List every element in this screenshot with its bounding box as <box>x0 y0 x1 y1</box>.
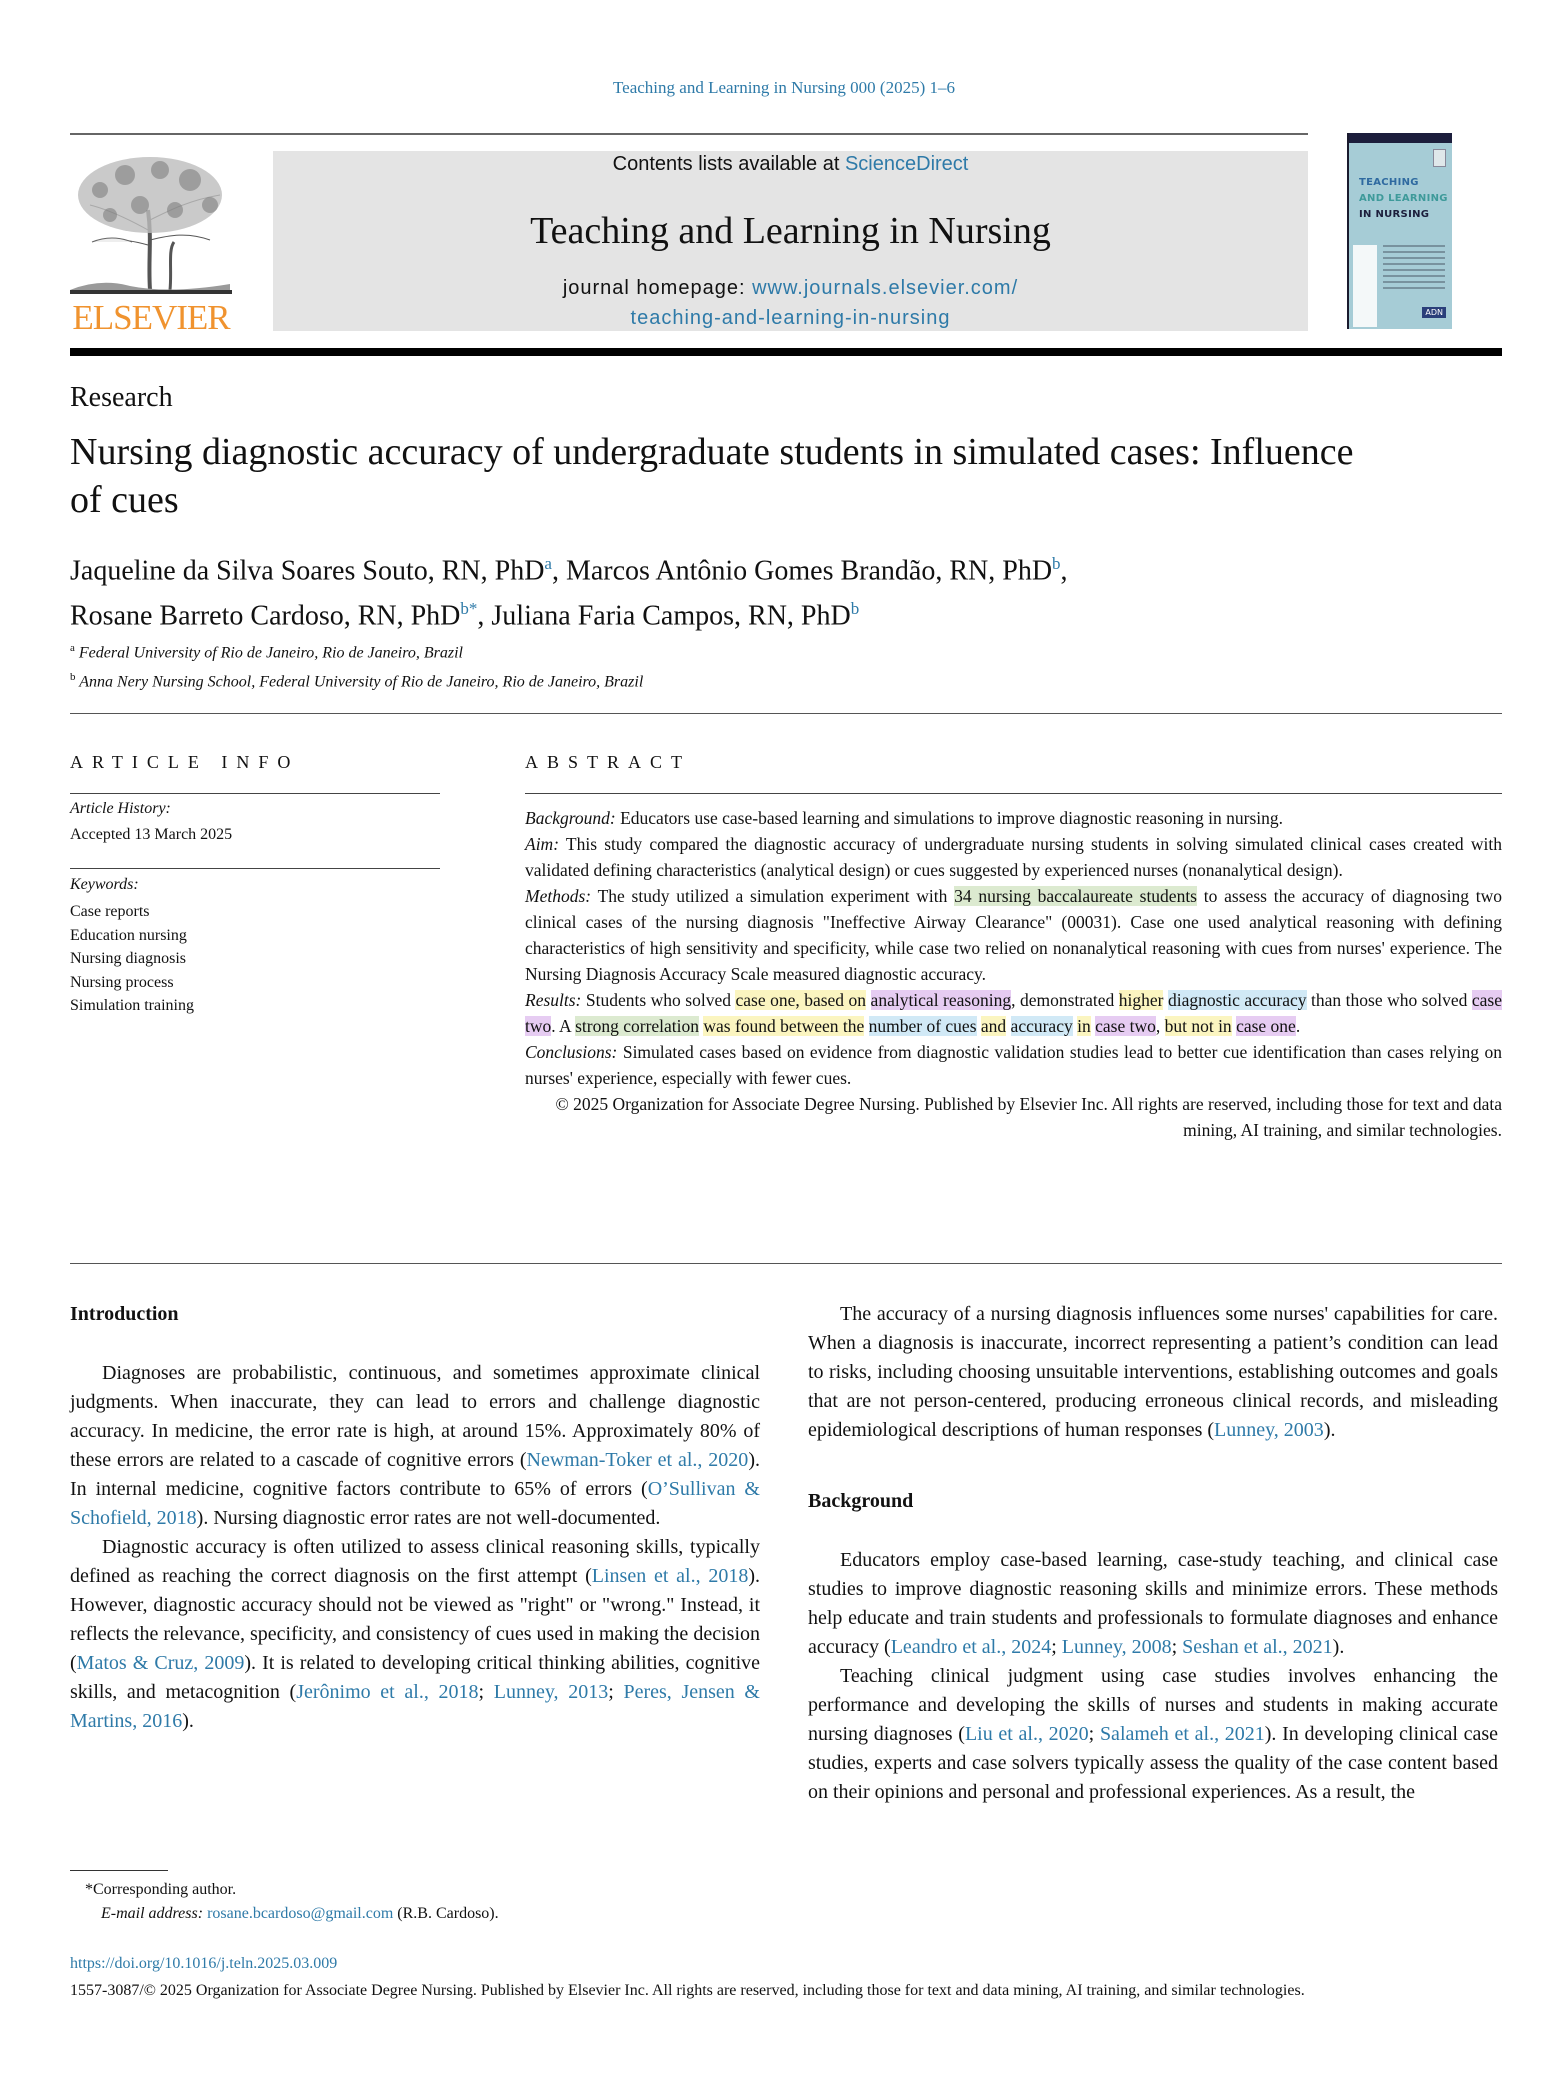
abstract-copyright: © 2025 Organization for Associate Degree Nursing. Published by Elsevier Inc. All rights are reserved, including those for text and data mining, AI training, and similar technologies. <box>555 1094 1502 1140</box>
body-text: Educators employ case-based learning, case-study teaching, and clinical case studies to improve diagnostic reasoning skills and minimize errors. These methods help educate and train students and professionals to formulate diagnoses and enhance accuracy ( <box>808 1549 1498 1658</box>
author-separator: , <box>477 600 492 632</box>
abstract-text: . A <box>551 1016 576 1036</box>
sciencedirect-link[interactable]: ScienceDirect <box>844 153 969 175</box>
body-text: ). In internal medicine, cognitive factors contribute to 65% of errors ( <box>70 1449 760 1500</box>
author-affiliation-marker[interactable]: b <box>850 599 860 619</box>
author-name: Jaqueline da Silva Soares Souto, RN, PhD <box>70 555 545 587</box>
abstract-text <box>864 1016 868 1036</box>
body-text: Teaching clinical judgment using case studies involves enhancing the performance and developing the skills of nurses and students in making accurate nursing diagnoses ( <box>808 1665 1498 1745</box>
aim-label: Aim: <box>525 834 560 854</box>
affiliation-marker: a <box>70 642 75 654</box>
contents-prefix: Contents lists available at <box>612 153 845 175</box>
issn-copyright-line: 1557-3087/© 2025 Organization for Associate Degree Nursing. Published by Elsevier Inc. All rights are reserved, including those for text and data mining, AI training, and similar technologies. <box>70 1982 1305 1999</box>
body-text: ). It is related to developing critical thinking abilities, cognitive skills, and metacognition ( <box>70 1652 760 1703</box>
highlight-green: 34 nursing baccalaureate students <box>954 886 1197 906</box>
homepage-prefix: journal homepage: <box>562 277 753 299</box>
abstract-text: , demonstrated <box>1011 990 1119 1010</box>
author-separator: , <box>1060 555 1068 587</box>
body-text: ). Nursing diagnostic error rates are not well-documented. <box>196 1507 661 1529</box>
body-paragraph <box>808 1662 1498 1807</box>
footnote <box>85 1878 499 1926</box>
affiliation <box>70 665 643 694</box>
highlight-purple: case two <box>1095 1016 1156 1036</box>
citation-link[interactable]: Leandro et al., 2024 <box>890 1636 1052 1658</box>
keyword: Nursing diagnosis <box>70 950 186 967</box>
journal-title: Teaching and Learning in Nursing <box>530 210 1051 252</box>
body-text: ). However, diagnostic accuracy should not be viewed as "right" or "wrong." Instead, it reflects the relevance, specificity, and consistency of cues used in making the decision ( <box>70 1565 760 1674</box>
keyword-list <box>70 900 194 1018</box>
body-paragraph <box>70 1533 760 1736</box>
author-affiliation-marker[interactable]: b <box>1052 554 1061 573</box>
affiliation <box>70 636 643 665</box>
body-text: ). In developing clinical case studies, experts and case solvers typically assess the quality of the case content based on their opinions and personal and professional experiences. As a result, the <box>808 1723 1499 1803</box>
citation-link[interactable]: Salameh et al., 2021 <box>1099 1723 1265 1745</box>
citation-link[interactable]: O’Sullivan & Schofield, 2018 <box>70 1478 760 1529</box>
background-label: Background: <box>525 808 616 828</box>
journal-banner <box>273 151 1308 331</box>
abstract-background <box>525 805 1502 831</box>
highlight-yellow: case one, based on <box>735 990 867 1010</box>
article-info-rule <box>70 793 440 794</box>
article-title: Nursing diagnostic accuracy of undergraduate students in simulated cases: Influence of cues <box>70 431 1354 521</box>
body-text: The accuracy of a nursing diagnosis influences some nurses' capabilities for care. When a diagnosis is inaccurate, incorrect representing a patient’s condition can lead to risks, including choosing unsuitable interventions, establishing outcomes and goals that are not person-centered, producing erroneous clinical records, and misleading epidemiological descriptions of human responses ( <box>808 1303 1498 1441</box>
body-paragraph <box>808 1300 1498 1445</box>
footnote-rule <box>70 1870 168 1871</box>
abstract-text: Students who solved <box>581 990 736 1010</box>
section-heading: Introduction <box>70 1303 179 1325</box>
conclusions-text: Simulated cases based on evidence from diagnostic validation studies lead to better cue identification than cases relying on nurses' experience, especially with fewer cues. <box>525 1042 1502 1088</box>
abstract-text: to assess the accuracy of diagnosing two clinical cases of the nursing diagnosis "Ineffective Airway Clearance" (00031). Case one used analytical reasoning with defining characteristics of high sensitivity and specificity, while case two relied on nonanalytical reasoning with cues from nurses' experience. The Nursing Diagnosis Accuracy Scale measured diagnostic accuracy. <box>525 886 1502 984</box>
highlight-purple: case two <box>525 990 1503 1036</box>
keywords-rule <box>70 868 440 869</box>
masthead-thick-rule <box>70 348 1502 356</box>
title-divider <box>70 713 1502 714</box>
abstract-rule <box>525 793 1502 794</box>
abstract-aim <box>525 831 1502 883</box>
author-affiliation-marker[interactable]: b* <box>460 599 478 619</box>
highlight-purple: analytical reasoning <box>870 990 1012 1010</box>
highlight-green: strong correlation <box>575 1016 700 1036</box>
author-affiliation-marker[interactable]: a <box>544 554 552 573</box>
body-paragraph <box>808 1546 1498 1662</box>
highlight-yellow: but not in <box>1164 1016 1232 1036</box>
highlight-blue: diagnostic accuracy <box>1167 990 1307 1010</box>
email-suffix: (R.B. Cardoso). <box>393 1905 499 1922</box>
email-link[interactable]: rosane.bcardoso@gmail.com <box>207 1905 394 1922</box>
keyword: Case reports <box>70 903 150 920</box>
citation-link[interactable]: Lunney, 2008 <box>1061 1636 1172 1658</box>
highlight-blue: number of cues <box>868 1016 977 1036</box>
affiliation-marker: b <box>70 671 76 684</box>
article-info-heading: ARTICLE INFO <box>70 752 300 772</box>
cover-top-band <box>1349 133 1452 143</box>
keyword: Simulation training <box>70 997 194 1014</box>
citation-link[interactable]: Matos & Cruz, 2009 <box>76 1652 245 1674</box>
cover-title-line3: IN NURSING <box>1359 209 1430 220</box>
abstract-text: The study utilized a simulation experiment with <box>591 886 955 906</box>
elsevier-wordmark: ELSEVIER <box>72 298 230 337</box>
article-section-type: Research <box>70 382 173 413</box>
methods-label: Methods: <box>525 886 592 906</box>
body-text: ; <box>1088 1723 1100 1745</box>
journal-homepage <box>273 273 1308 333</box>
highlight-yellow: in <box>1077 1016 1091 1036</box>
affiliation-text: Federal University of Rio de Janeiro, Rio de Janeiro, Brazil <box>74 644 463 662</box>
keywords-label: Keywords: <box>70 876 139 893</box>
highlight-yellow: was found between the <box>703 1016 865 1036</box>
abstract-results <box>525 987 1502 1039</box>
citation-link[interactable]: Seshan et al., 2021 <box>1182 1636 1333 1658</box>
citation-link[interactable]: Peres, Jensen & Martins, 2016 <box>70 1681 760 1732</box>
cover-white-box <box>1353 245 1377 327</box>
abstract-text: than those who solved <box>1306 990 1472 1010</box>
doi-link[interactable]: https://doi.org/10.1016/j.teln.2025.03.009 <box>70 1955 338 1972</box>
citation-link[interactable]: Lunney, 2013 <box>493 1681 609 1703</box>
homepage-link-line1[interactable]: www.journals.elsevier.com/ <box>752 277 1019 299</box>
abstract-text: . <box>1295 1016 1301 1036</box>
citation-link[interactable]: Newman-Toker et al., 2020 <box>526 1449 749 1471</box>
body-text: ). <box>182 1710 194 1732</box>
cover-text-lines <box>1383 245 1445 293</box>
citation-link[interactable]: Linsen et al., 2018 <box>591 1565 749 1587</box>
cover-publisher-icon <box>1433 149 1446 167</box>
homepage-link-line2[interactable]: teaching-and-learning-in-nursing <box>630 307 951 329</box>
citation-link[interactable]: Liu et al., 2020 <box>964 1723 1089 1745</box>
cover-title-line2: AND LEARNING <box>1359 193 1448 204</box>
results-label: Results: <box>525 990 582 1010</box>
background-text: Educators use case-based learning and simulations to improve diagnostic reasoning in nursing. <box>615 808 1283 828</box>
body-paragraph <box>70 1359 760 1533</box>
history-label: Article History: <box>70 800 171 817</box>
abstract-heading: ABSTRACT <box>525 752 692 772</box>
body-text: ). <box>1332 1636 1345 1658</box>
running-head[interactable]: Teaching and Learning in Nursing 000 (2025) 1–6 <box>612 78 956 97</box>
author-separator: , <box>551 555 566 587</box>
body-text: ; <box>608 1681 624 1703</box>
abstract-text <box>1006 1016 1010 1036</box>
section-heading: Background <box>808 1490 914 1512</box>
abstract-text: , <box>1155 1016 1165 1036</box>
author-name: Rosane Barreto Cardoso, RN, PhD <box>70 600 461 632</box>
corresponding-author-note: *Corresponding author. <box>85 1881 237 1898</box>
body-text: ; <box>478 1681 494 1703</box>
body-text: ; <box>1171 1636 1183 1658</box>
cover-title-line1: TEACHING <box>1359 177 1419 188</box>
affiliation-text: Anna Nery Nursing School, Federal University of Rio de Janeiro, Rio de Janeiro, Brazil <box>75 673 644 691</box>
email-label: E-mail address: <box>101 1905 208 1922</box>
body-text: ; <box>1051 1636 1062 1658</box>
email-line <box>85 1902 499 1926</box>
keyword: Nursing process <box>70 973 174 991</box>
body-text: Diagnoses are probabilistic, continuous, and sometimes approximate clinical judgments. When inaccurate, they can lead to errors and challenge diagnostic accuracy. In medicine, the error rate is high, at around 15%. Approximately 80% of these errors are related to a cascade of cognitive errors ( <box>70 1362 760 1471</box>
citation-link[interactable]: Jerônimo et al., 2018 <box>296 1681 479 1703</box>
author-name: Juliana Faria Campos, RN, PhD <box>491 600 851 632</box>
contents-line <box>273 153 1308 176</box>
highlight-blue: accuracy <box>1010 1016 1073 1036</box>
keyword: Education nursing <box>70 926 187 944</box>
header-rule <box>70 133 1308 135</box>
body-text: ). <box>1323 1419 1336 1441</box>
highlight-yellow: higher <box>1118 990 1164 1010</box>
citation-link[interactable]: Lunney, 2003 <box>1214 1419 1324 1441</box>
author-name: Marcos Antônio Gomes Brandão, RN, PhD <box>565 555 1053 587</box>
highlight-purple: case one <box>1236 1016 1296 1036</box>
body-text: Diagnostic accuracy is often utilized to assess clinical reasoning skills, typically defined as reaching the correct diagnosis on the first attempt ( <box>70 1536 760 1587</box>
journal-cover-thumbnail[interactable] <box>1347 133 1452 329</box>
abstract-body <box>525 805 1502 1143</box>
aim-text: This study compared the diagnostic accuracy of undergraduate nursing students in solving simulated clinical cases created with validated defining characteristics (analytical design) or cues suggested by experienced nurses (nonanalytical design). <box>525 834 1502 880</box>
conclusions-label: Conclusions: <box>525 1042 618 1062</box>
abstract-conclusions <box>525 1039 1502 1091</box>
body-column-left <box>70 1300 760 1736</box>
author-list <box>70 545 1470 636</box>
abstract-text <box>866 990 871 1010</box>
highlight-yellow: and <box>980 1016 1007 1036</box>
body-column-right <box>808 1300 1498 1807</box>
affiliation-list <box>70 636 643 695</box>
abstract-methods <box>525 883 1502 987</box>
history-value: Accepted 13 March 2025 <box>70 826 233 843</box>
abstract-divider <box>70 1263 1502 1264</box>
cover-adn-badge: ADN <box>1422 307 1446 318</box>
